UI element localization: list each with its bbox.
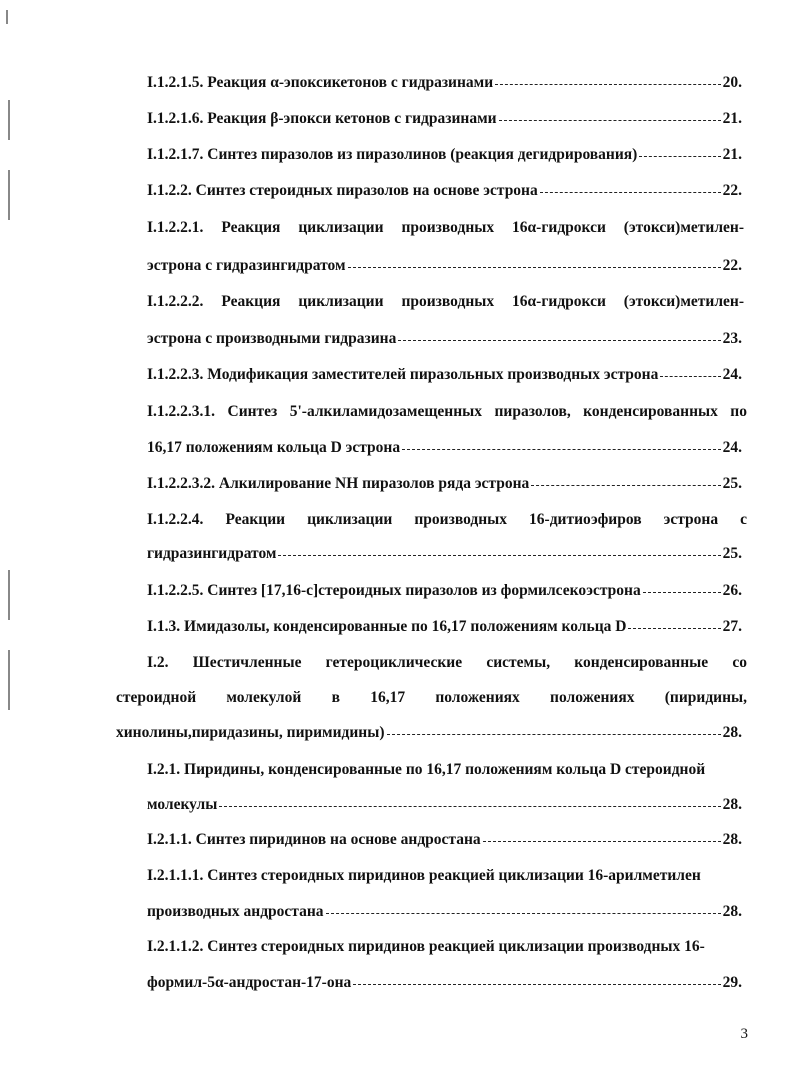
scan-mark <box>8 570 10 620</box>
toc-entry-cont: стероидной молекулой в 16,17 положениях положениях (пиридины, <box>116 689 747 706</box>
toc-entry-cont: эстрона с гидразингидратом 22. <box>147 257 742 274</box>
toc-entry: I.1.2.2.4. Реакции циклизации производных 16-дитиоэфиров эстрона с <box>147 511 747 528</box>
scan-mark <box>8 170 10 220</box>
toc-entry: I.1.2.2. Синтез стероидных пиразолов на основе эстрона 22. <box>147 182 742 199</box>
toc-entry: I.1.2.2.2. Реакция циклизации производных 16α-гидрокси (этокси)метилен- <box>147 293 744 310</box>
toc-entry-cont: производных андростана 28. <box>147 903 742 920</box>
scan-mark <box>8 650 10 710</box>
toc-entry: I.2.1. Пиридины, конденсированные по 16,17 положениям кольца D стероидной <box>147 761 706 778</box>
toc-entry: I.1.2.1.5. Реакция α-эпоксикетонов с гидразинами 20. <box>147 74 742 91</box>
toc-entry: I.2.1.1. Синтез пиридинов на основе андростана 28. <box>147 831 742 848</box>
page-number: 3 <box>740 1026 748 1042</box>
toc-entry: I.1.2.2.3. Модификация заместителей пиразольных производных эстрона 24. <box>147 366 742 383</box>
toc-entry: I.2. Шестичленные гетероциклические системы, конденсированные со <box>147 654 747 671</box>
toc-entry: I.2.1.1.1. Синтез стероидных пиридинов реакцией циклизации 16-арилметилен <box>147 867 701 884</box>
toc-entry-cont: хинолины,пиридазины, пиримидины) 28. <box>116 724 742 741</box>
scan-mark <box>6 10 8 24</box>
toc-entry: I.2.1.1.2. Синтез стероидных пиридинов реакцией циклизации производных 16- <box>147 938 705 955</box>
toc-entry-cont: эстрона с производными гидразина 23. <box>147 330 742 347</box>
toc-entry: I.1.2.2.1. Реакция циклизации производных 16α-гидрокси (этокси)метилен- <box>147 219 744 236</box>
toc-entry: I.1.2.2.5. Синтез [17,16-с]стероидных пиразолов из формилсекоэстрона 26. <box>147 582 742 599</box>
toc-entry: I.1.2.1.7. Синтез пиразолов из пиразолинов (реакция дегидрирования) 21. <box>147 146 742 163</box>
toc-entry-cont: гидразингидратом 25. <box>147 545 742 562</box>
toc-entry-cont: 16,17 положениям кольца D эстрона 24. <box>147 439 742 456</box>
toc-entry: I.1.2.2.3.1. Синтез 5'-алкиламидозамещенных пиразолов, конденсированных по <box>147 403 747 420</box>
toc-entry: I.1.2.2.3.2. Алкилирование NH пиразолов ряда эстрона 25. <box>147 475 742 492</box>
toc-entry: I.1.3. Имидазолы, конденсированные по 16,17 положениям кольца D 27. <box>147 618 742 635</box>
toc-entry: I.1.2.1.6. Реакция β-эпокси кетонов с гидразинами 21. <box>147 110 742 127</box>
toc-entry-cont: формил-5α-андростан-17-она 29. <box>147 974 742 991</box>
toc-entry-cont: молекулы 28. <box>147 796 742 813</box>
scan-mark <box>8 100 10 140</box>
